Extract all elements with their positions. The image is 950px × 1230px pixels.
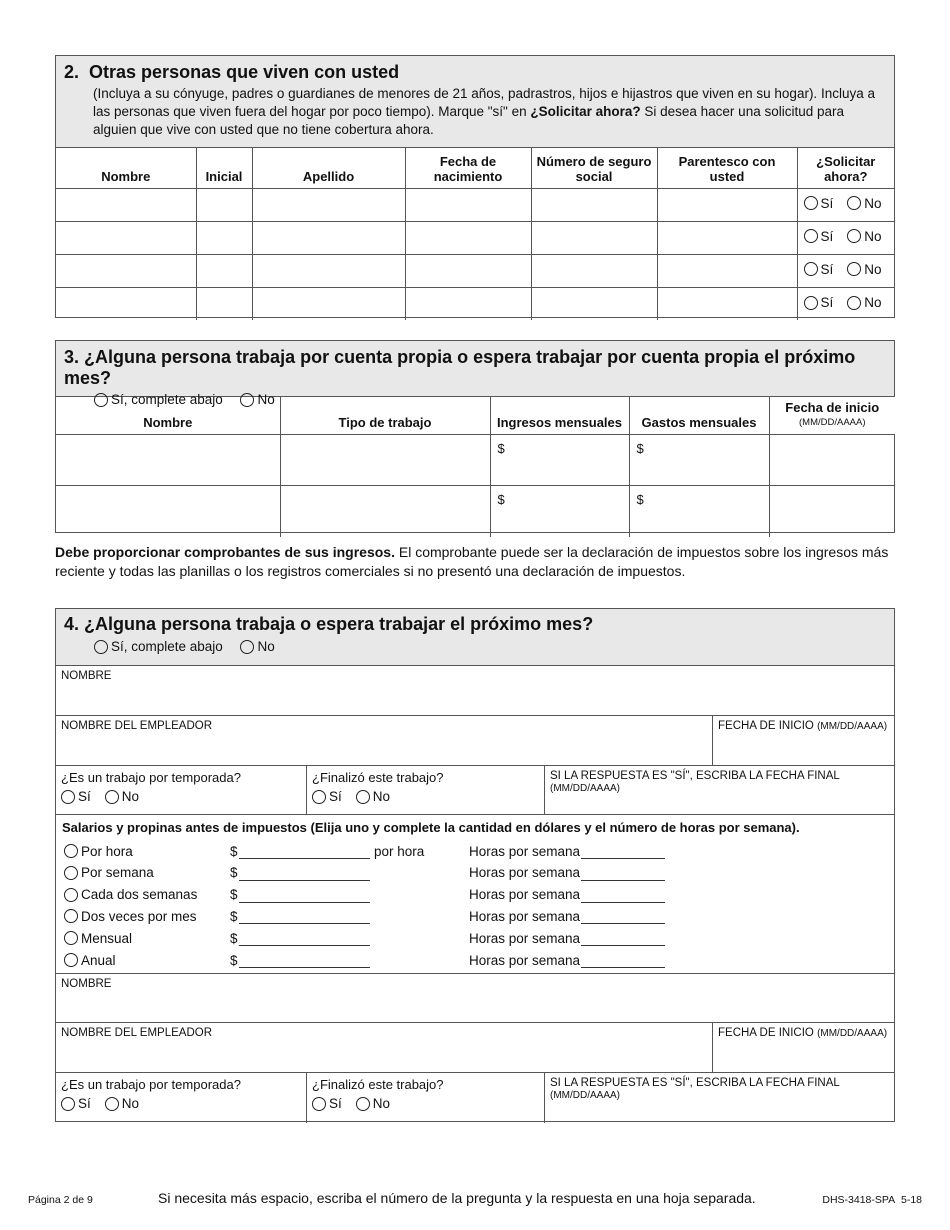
wage-option-row: Por hora $ por hora Horas por semana [64, 841, 884, 861]
job1-name-row [56, 666, 894, 716]
no-radio[interactable]: No [847, 262, 881, 277]
apellido-input[interactable] [252, 254, 405, 287]
wages-block [56, 815, 894, 974]
ended-yes-radio[interactable]: Sí [312, 1096, 342, 1111]
wage-amount-input[interactable] [239, 930, 370, 946]
table-row [56, 221, 894, 254]
table-row [56, 486, 895, 537]
section-3-header [56, 341, 894, 407]
table-row [56, 254, 894, 287]
seasonal-yes-radio[interactable]: Sí [61, 789, 91, 804]
hours-label: Horas por semana [469, 843, 581, 859]
hours-input[interactable] [581, 908, 665, 924]
job2-start-date-field[interactable]: FECHA DE INICIO (MM/DD/AAAA) [718, 1027, 888, 1039]
wage-option-radio[interactable]: Mensual [64, 931, 230, 946]
footer [0, 1188, 950, 1212]
fecha-input[interactable] [405, 287, 531, 320]
wage-amount-input[interactable] [239, 952, 370, 968]
job1-employer-field[interactable]: NOMBRE DEL EMPLEADOR [56, 716, 713, 765]
section-4 [55, 608, 895, 1122]
gastos-input[interactable]: $ [629, 435, 769, 486]
ssn-input[interactable] [531, 254, 657, 287]
col-parentesco: Parentesco con usted [657, 148, 797, 188]
col-apellido: Apellido [252, 148, 405, 188]
seasonal-no-radio[interactable]: No [105, 789, 139, 804]
parentesco-input[interactable] [657, 287, 797, 320]
no-radio[interactable]: No [847, 196, 881, 211]
col-nombre: Nombre [56, 148, 196, 188]
job2-ended-field: ¿Finalizó este trabajo? Sí No [307, 1073, 545, 1123]
parentesco-input[interactable] [657, 188, 797, 221]
job1-start-date-field[interactable]: FECHA DE INICIO (MM/DD/AAAA) [718, 720, 888, 732]
ingresos-input[interactable]: $ [490, 435, 629, 486]
section-4-title: 4. ¿Alguna persona trabaja o espera trabajar el próximo mes? [64, 614, 594, 634]
hours-label: Horas por semana [469, 865, 581, 881]
wage-option-radio[interactable]: Cada dos semanas [64, 887, 230, 902]
gastos-input[interactable]: $ [629, 486, 769, 537]
fecha-inicio-input[interactable] [769, 435, 895, 486]
apellido-input[interactable] [252, 221, 405, 254]
tipo-trabajo-input[interactable] [280, 435, 490, 486]
ssn-input[interactable] [531, 221, 657, 254]
proof-note: Debe proporcionar comprobantes de sus ingresos. El comprobante puede ser la declaración de impuestos sobre los ingresos más reciente y todas las planillas o los registros comerciales si no presentó una declaración de impuestos. [55, 544, 889, 579]
tipo-trabajo-input[interactable] [280, 486, 490, 537]
wage-amount-input[interactable] [239, 887, 370, 903]
wage-option-radio[interactable]: Anual [64, 953, 230, 968]
hours-input[interactable] [581, 952, 665, 968]
col-solicitar: ¿Solicitar ahora? [797, 148, 894, 188]
no-radio[interactable]: No [847, 295, 881, 310]
col-gastos: Gastos mensuales [629, 397, 769, 435]
section-2 [55, 55, 895, 318]
hours-input[interactable] [581, 930, 665, 946]
job2-name-row [56, 974, 894, 1023]
wage-option-row: Cada dos semanas $ Horas por semana [64, 885, 884, 905]
hours-label: Horas por semana [469, 887, 581, 903]
job1-employer-row [56, 716, 894, 766]
job2-end-date-field[interactable]: SI LA RESPUESTA ES "SÍ", ESCRIBA LA FECHA FINAL (MM/DD/AAAA) [550, 1077, 840, 1101]
ended-yes-radio[interactable]: Sí [312, 789, 342, 804]
wage-amount-input[interactable] [239, 865, 370, 881]
table-row [56, 435, 895, 486]
yes-radio[interactable]: Sí [804, 262, 834, 277]
nombre-input[interactable] [56, 188, 196, 221]
job2-season-row [56, 1073, 894, 1123]
job1-season-row [56, 766, 894, 815]
col-fecha-inicio: Fecha de inicio (MM/DD/AAAA) [769, 397, 895, 435]
inicial-input[interactable] [196, 221, 252, 254]
col-inicial: Inicial [196, 148, 252, 188]
section-4-header [56, 609, 894, 666]
fecha-input[interactable] [405, 188, 531, 221]
section-2-number: 2. [64, 62, 80, 82]
hours-input[interactable] [581, 865, 665, 881]
job1-seasonal-field: ¿Es un trabajo por temporada? Sí No [56, 766, 307, 814]
fecha-inicio-input[interactable] [769, 486, 895, 537]
section-4-no-radio[interactable]: No [240, 639, 274, 654]
wage-amount-input[interactable] [239, 908, 370, 924]
job1-end-date-field[interactable]: SI LA RESPUESTA ES "SÍ", ESCRIBA LA FECHA FINAL (MM/DD/AAAA) [550, 770, 840, 794]
job2-employer-row [56, 1023, 894, 1073]
inicial-input[interactable] [196, 287, 252, 320]
self-employment-table [56, 397, 895, 537]
section-3-no-radio[interactable]: No [240, 392, 274, 407]
wages-title: Salarios y propinas antes de impuestos (Elija uno y complete la cantidad en dólares y el número de horas por semana). [62, 820, 800, 835]
col-tipo-trabajo: Tipo de trabajo [280, 397, 490, 435]
seasonal-yes-radio[interactable]: Sí [61, 1096, 91, 1111]
fecha-input[interactable] [405, 221, 531, 254]
per-hour-label: por hora [374, 843, 425, 859]
no-radio[interactable]: No [847, 229, 881, 244]
ended-no-radio[interactable]: No [356, 789, 390, 804]
table-row [56, 188, 894, 221]
wage-option-row: Dos veces por mes $ Horas por semana [64, 906, 884, 926]
ended-no-radio[interactable]: No [356, 1096, 390, 1111]
wage-option-row: Por semana $ Horas por semana [64, 863, 884, 883]
section-3-title: 3. ¿Alguna persona trabaja por cuenta propia o espera trabajar por cuenta propia el próximo mes? [64, 347, 856, 388]
section-3 [55, 340, 895, 533]
section-2-header [56, 56, 894, 148]
parentesco-input[interactable] [657, 254, 797, 287]
hours-input[interactable] [581, 887, 665, 903]
footer-note: Si necesita más espacio, escriba el número de la pregunta y la respuesta en una hoja separada. [158, 1190, 756, 1206]
hours-label: Horas por semana [469, 908, 581, 924]
yes-radio[interactable]: Sí [804, 196, 834, 211]
col-nombre: Nombre [56, 397, 280, 435]
page-number: Página 2 de 9 [28, 1194, 93, 1206]
form-id: DHS-3418-SPA 5-18 [822, 1194, 922, 1206]
wage-option-row: Anual $ Horas por semana [64, 950, 884, 970]
col-fecha-nacimiento: Fecha de nacimiento [405, 148, 531, 188]
ssn-input[interactable] [531, 188, 657, 221]
parentesco-input[interactable] [657, 221, 797, 254]
wage-option-row: Mensual $ Horas por semana [64, 928, 884, 948]
job1-name-field[interactable]: NOMBRE [61, 670, 112, 682]
apellido-input[interactable] [252, 188, 405, 221]
household-table [56, 148, 894, 320]
col-ingresos: Ingresos mensuales [490, 397, 629, 435]
apellido-input[interactable] [252, 287, 405, 320]
inicial-input[interactable] [196, 254, 252, 287]
section-4-yes-radio[interactable]: Sí, complete abajo [94, 639, 223, 654]
wage-option-radio[interactable]: Dos veces por mes [64, 909, 230, 924]
inicial-input[interactable] [196, 188, 252, 221]
fecha-input[interactable] [405, 254, 531, 287]
nombre-input[interactable] [56, 221, 196, 254]
wage-option-radio[interactable]: Por hora [64, 844, 230, 859]
ingresos-input[interactable]: $ [490, 486, 629, 537]
col-seguro-social: Número de seguro social [531, 148, 657, 188]
yes-radio[interactable]: Sí [804, 229, 834, 244]
hours-input[interactable] [581, 843, 665, 859]
nombre-input[interactable] [56, 254, 196, 287]
hours-label: Horas por semana [469, 930, 581, 946]
wage-option-radio[interactable]: Por semana [64, 865, 230, 880]
job2-seasonal-field: ¿Es un trabajo por temporada? Sí No [56, 1073, 307, 1123]
section-2-title: 2. Otras personas que viven con usted [64, 62, 400, 82]
table-row [56, 287, 894, 320]
yes-radio[interactable]: Sí [804, 295, 834, 310]
ssn-input[interactable] [531, 287, 657, 320]
section-2-note: (Incluya a su cónyuge, padres o guardianes de menores de 21 años, padrastros, hijos e hijastros que viven en su hogar). Incluya a las personas que viven fuera del hogar por poco tiempo). Marque "sí" en ¿Solicitar ahora? Si desea hacer una solicitud para alguien que vive con usted que no tiene cobertura ahora. [93, 86, 875, 137]
nombre-input[interactable] [56, 486, 280, 537]
job2-name-field[interactable]: NOMBRE [61, 978, 112, 990]
wage-amount-input[interactable] [239, 843, 370, 859]
job2-employer-field[interactable]: NOMBRE DEL EMPLEADOR [56, 1023, 713, 1072]
section-3-yes-radio[interactable]: Sí, complete abajo [94, 392, 223, 407]
hours-label: Horas por semana [469, 952, 581, 968]
job1-ended-field: ¿Finalizó este trabajo? Sí No [307, 766, 545, 814]
nombre-input[interactable] [56, 287, 196, 320]
seasonal-no-radio[interactable]: No [105, 1096, 139, 1111]
nombre-input[interactable] [56, 435, 280, 486]
